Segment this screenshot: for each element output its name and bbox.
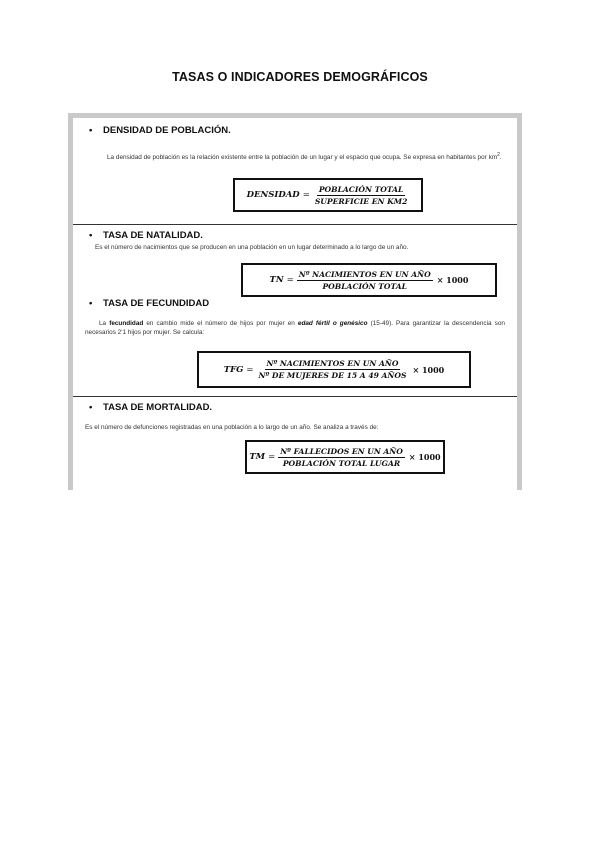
formula-fecundidad-fraction bbox=[257, 359, 409, 380]
paragraph-densidad bbox=[85, 151, 505, 162]
formula-mortalidad-label: TM bbox=[249, 452, 266, 462]
paragraph-fecundidad-a: La bbox=[99, 320, 107, 327]
formula-natalidad bbox=[241, 263, 497, 297]
formula-densidad bbox=[233, 178, 423, 212]
paragraph-natalidad-text: Es el número de nacimientos que se producen en una población en un lugar determinado a lo largo de un año. bbox=[95, 244, 409, 251]
formula-fecundidad-denominator: Nº DE MUJERES DE 15 A 49 AÑOS bbox=[258, 371, 407, 380]
formula-natalidad-equals: = bbox=[286, 275, 294, 285]
formula-mortalidad-equals: = bbox=[268, 452, 276, 462]
paragraph-fecundidad-e: (15-49). Para garantizar la descendencia son necesarios 2'1 hijos por mujer. Se calcula: bbox=[85, 320, 505, 336]
heading-densidad bbox=[89, 125, 231, 136]
paragraph-fecundidad-emphasis: edad fértil o genésico bbox=[297, 320, 368, 327]
document-sheet bbox=[73, 118, 517, 490]
document-image-frame bbox=[68, 113, 522, 490]
heading-fecundidad bbox=[89, 298, 209, 309]
bullet-icon: • bbox=[89, 125, 93, 136]
formula-fecundidad bbox=[197, 351, 471, 388]
paragraph-natalidad bbox=[85, 243, 505, 252]
section-densidad bbox=[73, 118, 517, 225]
formula-fecundidad-multiplier: × 1000 bbox=[412, 364, 445, 375]
paragraph-fecundidad-c: en cambio mide el número de hijos por mujer en bbox=[146, 320, 295, 327]
formula-mortalidad-fraction bbox=[278, 447, 405, 468]
superscript-two: 2 bbox=[497, 152, 500, 158]
paragraph-mortalidad bbox=[85, 423, 505, 432]
formula-mortalidad-multiplier: × 1000 bbox=[408, 452, 441, 462]
page-title: TASAS O INDICADORES DEMOGRÁFICOS bbox=[172, 70, 428, 84]
formula-natalidad-fraction bbox=[297, 270, 433, 291]
formula-densidad-equals: = bbox=[302, 190, 310, 200]
formula-mortalidad-denominator: POBLACIÓN TOTAL LUGAR bbox=[282, 458, 401, 468]
formula-natalidad-numerator: Nº NACIMIENTOS EN UN AÑO bbox=[298, 269, 431, 279]
formula-densidad-label: DENSIDAD bbox=[246, 190, 300, 200]
section-mortalidad bbox=[73, 397, 517, 490]
formula-natalidad-multiplier: × 1000 bbox=[436, 275, 469, 285]
formula-natalidad-denominator: POBLACIÓN TOTAL bbox=[322, 281, 407, 291]
formula-fecundidad-label: TFG bbox=[223, 364, 244, 375]
heading-densidad-text: DENSIDAD DE POBLACIÓN. bbox=[103, 125, 231, 136]
paragraph-densidad-text: La densidad de población es la relación existente entre la población de un lugar y el espacio que ocupa. Se expresa en habitantes por km bbox=[107, 154, 498, 162]
formula-densidad-numerator: POBLACIÓN TOTAL bbox=[318, 184, 404, 194]
heading-fecundidad-text: TASA DE FECUNDIDAD bbox=[103, 298, 210, 309]
formula-mortalidad bbox=[245, 440, 445, 474]
bullet-icon: • bbox=[89, 298, 93, 309]
paragraph-fecundidad-term: fecundidad bbox=[109, 320, 144, 327]
paragraph-densidad-end: . bbox=[499, 154, 502, 162]
paragraph-fecundidad bbox=[85, 319, 505, 337]
heading-mortalidad bbox=[89, 402, 212, 413]
formula-densidad-denominator: SUPERFICIE EN KM2 bbox=[314, 196, 408, 206]
heading-natalidad-text: TASA DE NATALIDAD. bbox=[103, 230, 203, 241]
heading-natalidad bbox=[89, 230, 203, 241]
bullet-icon: • bbox=[89, 230, 93, 241]
section-natalidad bbox=[73, 225, 517, 397]
formula-densidad-fraction bbox=[313, 185, 410, 206]
formula-fecundidad-equals: = bbox=[246, 364, 254, 375]
formula-fecundidad-numerator: Nº NACIMIENTOS EN UN AÑO bbox=[266, 359, 399, 368]
heading-mortalidad-text: TASA DE MORTALIDAD. bbox=[103, 402, 213, 413]
formula-mortalidad-numerator: Nº FALLECIDOS EN UN AÑO bbox=[280, 446, 403, 456]
bullet-icon: • bbox=[89, 402, 93, 413]
paragraph-mortalidad-text: Es el número de defunciones registradas en una población a lo largo de un año. Se analiza a través de: bbox=[85, 424, 379, 431]
formula-natalidad-label: TN bbox=[269, 275, 284, 285]
